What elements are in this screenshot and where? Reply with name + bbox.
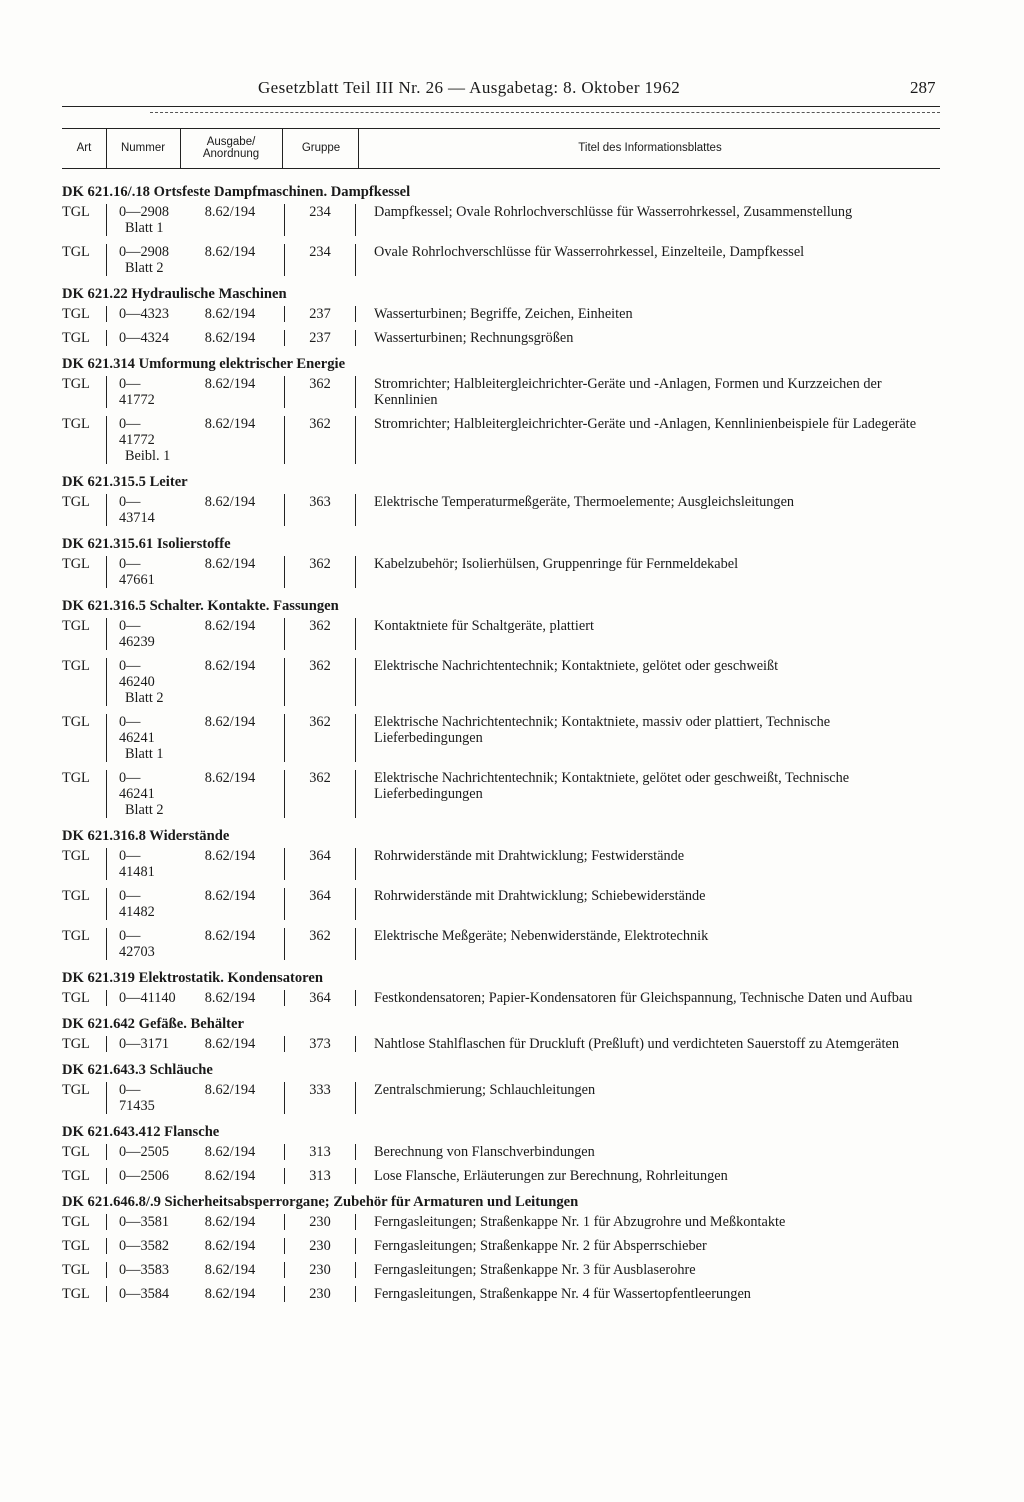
cell-titel: Ferngasleitungen; Straßenkappe Nr. 3 für Ausblaserohre: [355, 1262, 940, 1278]
running-head: Gesetzblatt Teil III Nr. 26 — Ausgabetag: 8. Oktober 1962: [258, 78, 681, 97]
cell-ausgabe: 8.62/194: [204, 306, 256, 322]
cell-titel: Elektrische Meßgeräte; Nebenwiderstände, Elektrotechnik: [355, 928, 940, 960]
cell-nummer-value: 0—71435: [119, 1082, 155, 1114]
section: [62, 354, 940, 464]
column-divider: [282, 128, 283, 168]
table-row: [62, 556, 940, 588]
cell-ausgabe: 8.62/194: [204, 556, 256, 572]
cell-titel: Dampfkessel; Ovale Rohrlochverschlüsse für Wasserrohrkessel, Zusammenstellung: [355, 204, 940, 236]
cell-art: TGL: [62, 1238, 90, 1254]
cell-nummer: [106, 888, 176, 920]
cell-art: TGL: [62, 770, 90, 786]
table-row: [62, 848, 940, 880]
cell-nummer-sheet: Blatt 1: [125, 220, 164, 236]
cell-gruppe: 237: [284, 330, 355, 346]
header-rule: [62, 106, 940, 107]
cell-nummer: [106, 244, 176, 276]
cell-ausgabe: 8.62/194: [204, 770, 256, 786]
cell-nummer: [106, 848, 176, 880]
cell-nummer: [106, 928, 176, 960]
cell-ausgabe: 8.62/194: [204, 330, 256, 346]
cell-nummer: [106, 1262, 176, 1278]
cell-nummer: [106, 1168, 176, 1184]
cell-art: TGL: [62, 1286, 90, 1302]
cell-nummer: [106, 1214, 176, 1230]
cell-gruppe: 230: [284, 1238, 355, 1254]
cell-nummer-value: 0—2505: [119, 1144, 170, 1160]
column-header-art: Art: [76, 142, 92, 154]
cell-art: TGL: [62, 1168, 90, 1184]
cell-gruppe: 362: [284, 618, 355, 650]
standards-list: [62, 182, 940, 1310]
cell-titel: Stromrichter; Halbleitergleichrichter-Geräte und -Anlagen, Kennlinienbeispiele für Ladegeräte: [355, 416, 940, 464]
section: [62, 826, 940, 960]
column-divider: [106, 128, 107, 168]
cell-gruppe: 362: [284, 770, 355, 818]
cell-titel: Wasserturbinen; Rechnungsgrößen: [355, 330, 940, 346]
cell-art: TGL: [62, 204, 90, 220]
cell-gruppe: 362: [284, 928, 355, 960]
cell-titel: Elektrische Temperaturmeßgeräte, Thermoelemente; Ausgleichsleitungen: [355, 494, 940, 526]
section-title: DK 621.642 Gefäße. Behälter: [62, 1016, 244, 1032]
cell-gruppe: 364: [284, 888, 355, 920]
cell-nummer-value: 0—3171: [119, 1036, 170, 1052]
cell-gruppe: 364: [284, 990, 355, 1006]
cell-titel: Ferngasleitungen; Straßenkappe Nr. 2 für Absperrschieber: [355, 1238, 940, 1254]
cell-ausgabe: 8.62/194: [204, 204, 256, 220]
cell-art: TGL: [62, 556, 90, 572]
cell-gruppe: 362: [284, 556, 355, 588]
header-rule-dashed: [150, 112, 940, 113]
cell-nummer-sheet: Blatt 2: [125, 802, 164, 818]
cell-gruppe: 364: [284, 848, 355, 880]
cell-nummer: [106, 416, 176, 464]
cell-art: TGL: [62, 1144, 90, 1160]
table-row: [62, 770, 940, 818]
cell-ausgabe: 8.62/194: [204, 658, 256, 674]
table-row: [62, 928, 940, 960]
cell-art: TGL: [62, 1036, 90, 1052]
cell-ausgabe: 8.62/194: [204, 990, 256, 1006]
section-title: DK 621.646.8/.9 Sicherheitsabsperrorgane; Zubehör für Armaturen und Leitungen: [62, 1194, 579, 1210]
cell-art: TGL: [62, 848, 90, 864]
cell-gruppe: 362: [284, 714, 355, 762]
column-header-nummer: Nummer: [120, 142, 166, 154]
cell-ausgabe: 8.62/194: [204, 1238, 256, 1254]
cell-nummer: [106, 1144, 176, 1160]
cell-art: TGL: [62, 494, 90, 510]
table-row: [62, 1036, 940, 1052]
cell-ausgabe: 8.62/194: [204, 1262, 256, 1278]
table-row: [62, 1214, 940, 1230]
table-row: [62, 1286, 940, 1302]
table-row: [62, 618, 940, 650]
cell-nummer: [106, 376, 176, 408]
cell-ausgabe: 8.62/194: [204, 1082, 256, 1098]
section: [62, 1014, 940, 1052]
cell-nummer: [106, 714, 176, 762]
cell-titel: Kontaktniete für Schaltgeräte, plattiert: [355, 618, 940, 650]
table-row: [62, 416, 940, 464]
table-row: [62, 1168, 940, 1184]
section-title: DK 621.22 Hydraulische Maschinen: [62, 286, 287, 302]
section-title: DK 621.315.61 Isolierstoffe: [62, 536, 231, 552]
cell-nummer-value: 0—41481: [119, 848, 155, 880]
cell-titel: Stromrichter; Halbleitergleichrichter-Geräte und -Anlagen, Formen und Kurzzeichen der Kennlinien: [355, 376, 940, 408]
cell-nummer: [106, 494, 176, 526]
cell-ausgabe: 8.62/194: [204, 1168, 256, 1184]
cell-ausgabe: 8.62/194: [204, 618, 256, 634]
section-title: DK 621.643.3 Schläuche: [62, 1062, 213, 1078]
column-header-ausgabe-text: Ausgabe/ Anordnung: [202, 136, 260, 160]
cell-nummer-value: 0—41772: [119, 416, 155, 448]
cell-nummer-sheet: Beibl. 1: [125, 448, 171, 464]
cell-titel: Zentralschmierung; Schlauchleitungen: [355, 1082, 940, 1114]
section: [62, 596, 940, 818]
cell-titel: Berechnung von Flanschverbindungen: [355, 1144, 940, 1160]
cell-gruppe: 313: [284, 1168, 355, 1184]
cell-art: TGL: [62, 306, 90, 322]
section: [62, 182, 940, 276]
table-header-bottom-rule: [62, 168, 940, 169]
cell-nummer: [106, 1238, 176, 1254]
cell-art: TGL: [62, 658, 90, 674]
section-title: DK 621.16/.18 Ortsfeste Dampfmaschinen. Dampfkessel: [62, 184, 411, 200]
table-row: [62, 1262, 940, 1278]
cell-nummer: [106, 1286, 176, 1302]
cell-nummer-value: 0—46241: [119, 770, 155, 802]
cell-art: TGL: [62, 244, 90, 260]
section: [62, 1060, 940, 1114]
cell-nummer-sheet: Blatt 2: [125, 690, 164, 706]
table-row: [62, 1082, 940, 1114]
cell-nummer-value: 0—3584: [119, 1286, 170, 1302]
cell-nummer-value: 0—41482: [119, 888, 155, 920]
cell-art: TGL: [62, 330, 90, 346]
cell-ausgabe: 8.62/194: [204, 928, 256, 944]
cell-nummer-value: 0—41772: [119, 376, 155, 408]
cell-ausgabe: 8.62/194: [204, 848, 256, 864]
cell-art: TGL: [62, 1262, 90, 1278]
cell-nummer-sheet: Blatt 1: [125, 746, 164, 762]
cell-ausgabe: 8.62/194: [204, 244, 256, 260]
cell-nummer: [106, 306, 176, 322]
cell-nummer-value: 0—2908: [119, 204, 170, 220]
cell-gruppe: 362: [284, 658, 355, 706]
cell-titel: Ferngasleitungen; Straßenkappe Nr. 1 für Abzugrohre und Meßkontakte: [355, 1214, 940, 1230]
table-row: [62, 244, 940, 276]
cell-titel: Lose Flansche, Erläuterungen zur Berechnung, Rohrleitungen: [355, 1168, 940, 1184]
table-row: [62, 1238, 940, 1254]
cell-art: TGL: [62, 1082, 90, 1098]
cell-titel: Nahtlose Stahlflaschen für Druckluft (Preßluft) und verdichteten Sauerstoff zu Atemgeräten: [355, 1036, 940, 1052]
cell-titel: Rohrwiderstände mit Drahtwicklung; Schiebewiderstände: [355, 888, 940, 920]
table-row: [62, 330, 940, 346]
cell-gruppe: 230: [284, 1286, 355, 1302]
cell-art: TGL: [62, 928, 90, 944]
cell-nummer-value: 0—43714: [119, 494, 155, 526]
cell-gruppe: 237: [284, 306, 355, 322]
cell-gruppe: 373: [284, 1036, 355, 1052]
cell-art: TGL: [62, 714, 90, 730]
section-title: DK 621.319 Elektrostatik. Kondensatoren: [62, 970, 323, 986]
cell-titel: Rohrwiderstände mit Drahtwicklung; Festwiderstände: [355, 848, 940, 880]
section: [62, 472, 940, 526]
section: [62, 1122, 940, 1184]
section: [62, 968, 940, 1006]
table-row: [62, 714, 940, 762]
cell-nummer-value: 0—41140: [119, 990, 176, 1006]
cell-nummer-value: 0—3581: [119, 1214, 170, 1230]
cell-ausgabe: 8.62/194: [204, 1286, 256, 1302]
cell-art: TGL: [62, 990, 90, 1006]
cell-gruppe: 313: [284, 1144, 355, 1160]
cell-titel: Wasserturbinen; Begriffe, Zeichen, Einheiten: [355, 306, 940, 322]
cell-ausgabe: 8.62/194: [204, 416, 256, 432]
cell-nummer-value: 0—2506: [119, 1168, 170, 1184]
cell-gruppe: 363: [284, 494, 355, 526]
cell-art: TGL: [62, 1214, 90, 1230]
section-title: DK 621.314 Umformung elektrischer Energie: [62, 356, 346, 372]
section: [62, 534, 940, 588]
cell-nummer: [106, 204, 176, 236]
cell-ausgabe: 8.62/194: [204, 494, 256, 510]
cell-gruppe: 333: [284, 1082, 355, 1114]
cell-titel: Elektrische Nachrichtentechnik; Kontaktniete, gelötet oder geschweißt: [355, 658, 940, 706]
cell-nummer-value: 0—47661: [119, 556, 155, 588]
cell-nummer-value: 0—46240: [119, 658, 155, 690]
cell-art: TGL: [62, 888, 90, 904]
cell-nummer: [106, 1082, 176, 1114]
column-header-titel: Titel des Informationsblattes: [578, 142, 722, 154]
column-header-ausgabe: [180, 128, 282, 168]
column-divider: [358, 128, 359, 168]
cell-gruppe: 234: [284, 204, 355, 236]
cell-nummer-value: 0—46239: [119, 618, 155, 650]
section-title: DK 621.316.5 Schalter. Kontakte. Fassungen: [62, 598, 339, 614]
cell-nummer: [106, 658, 176, 706]
cell-art: TGL: [62, 618, 90, 634]
cell-gruppe: 234: [284, 244, 355, 276]
section: [62, 1192, 940, 1302]
cell-titel: Ferngasleitungen, Straßenkappe Nr. 4 für Wassertopfentleerungen: [355, 1286, 940, 1302]
cell-nummer-value: 0—3582: [119, 1238, 170, 1254]
section-title: DK 621.643.412 Flansche: [62, 1124, 220, 1140]
cell-titel: Festkondensatoren; Papier-Kondensatoren für Gleichspannung, Technische Daten und Aufbau: [355, 990, 940, 1006]
table-row: [62, 1144, 940, 1160]
cell-nummer: [106, 990, 176, 1006]
cell-titel: Elektrische Nachrichtentechnik; Kontaktniete, gelötet oder geschweißt, Technische Lieferbedingungen: [355, 770, 940, 818]
cell-nummer: [106, 1036, 176, 1052]
cell-ausgabe: 8.62/194: [204, 1036, 256, 1052]
cell-nummer-value: 0—4323: [119, 306, 170, 322]
cell-art: TGL: [62, 416, 90, 432]
table-row: [62, 494, 940, 526]
cell-nummer-value: 0—42703: [119, 928, 155, 960]
section-title: DK 621.315.5 Leiter: [62, 474, 188, 490]
table-row: [62, 658, 940, 706]
cell-nummer: [106, 618, 176, 650]
section: [62, 284, 940, 346]
cell-nummer-value: 0—2908: [119, 244, 170, 260]
cell-nummer-value: 0—3583: [119, 1262, 170, 1278]
cell-ausgabe: 8.62/194: [204, 888, 256, 904]
cell-ausgabe: 8.62/194: [204, 714, 256, 730]
cell-gruppe: 362: [284, 376, 355, 408]
cell-ausgabe: 8.62/194: [204, 1214, 256, 1230]
cell-nummer: [106, 770, 176, 818]
cell-nummer: [106, 330, 176, 346]
table-row: [62, 888, 940, 920]
cell-titel: Elektrische Nachrichtentechnik; Kontaktniete, massiv oder plattiert, Technische Lieferbedingungen: [355, 714, 940, 762]
cell-nummer: [106, 556, 176, 588]
cell-gruppe: 362: [284, 416, 355, 464]
cell-ausgabe: 8.62/194: [204, 1144, 256, 1160]
table-row: [62, 990, 940, 1006]
cell-titel: Kabelzubehör; Isolierhülsen, Gruppenringe für Fernmeldekabel: [355, 556, 940, 588]
table-row: [62, 204, 940, 236]
table-row: [62, 376, 940, 408]
cell-nummer-value: 0—46241: [119, 714, 155, 746]
cell-titel: Ovale Rohrlochverschlüsse für Wasserrohrkessel, Einzelteile, Dampfkessel: [355, 244, 940, 276]
page-number: 287: [910, 78, 936, 97]
cell-gruppe: 230: [284, 1214, 355, 1230]
section-title: DK 621.316.8 Widerstände: [62, 828, 230, 844]
cell-nummer-value: 0—4324: [119, 330, 170, 346]
column-header-gruppe: Gruppe: [301, 142, 341, 154]
cell-nummer-sheet: Blatt 2: [125, 260, 164, 276]
table-row: [62, 306, 940, 322]
cell-ausgabe: 8.62/194: [204, 376, 256, 392]
cell-art: TGL: [62, 376, 90, 392]
cell-gruppe: 230: [284, 1262, 355, 1278]
